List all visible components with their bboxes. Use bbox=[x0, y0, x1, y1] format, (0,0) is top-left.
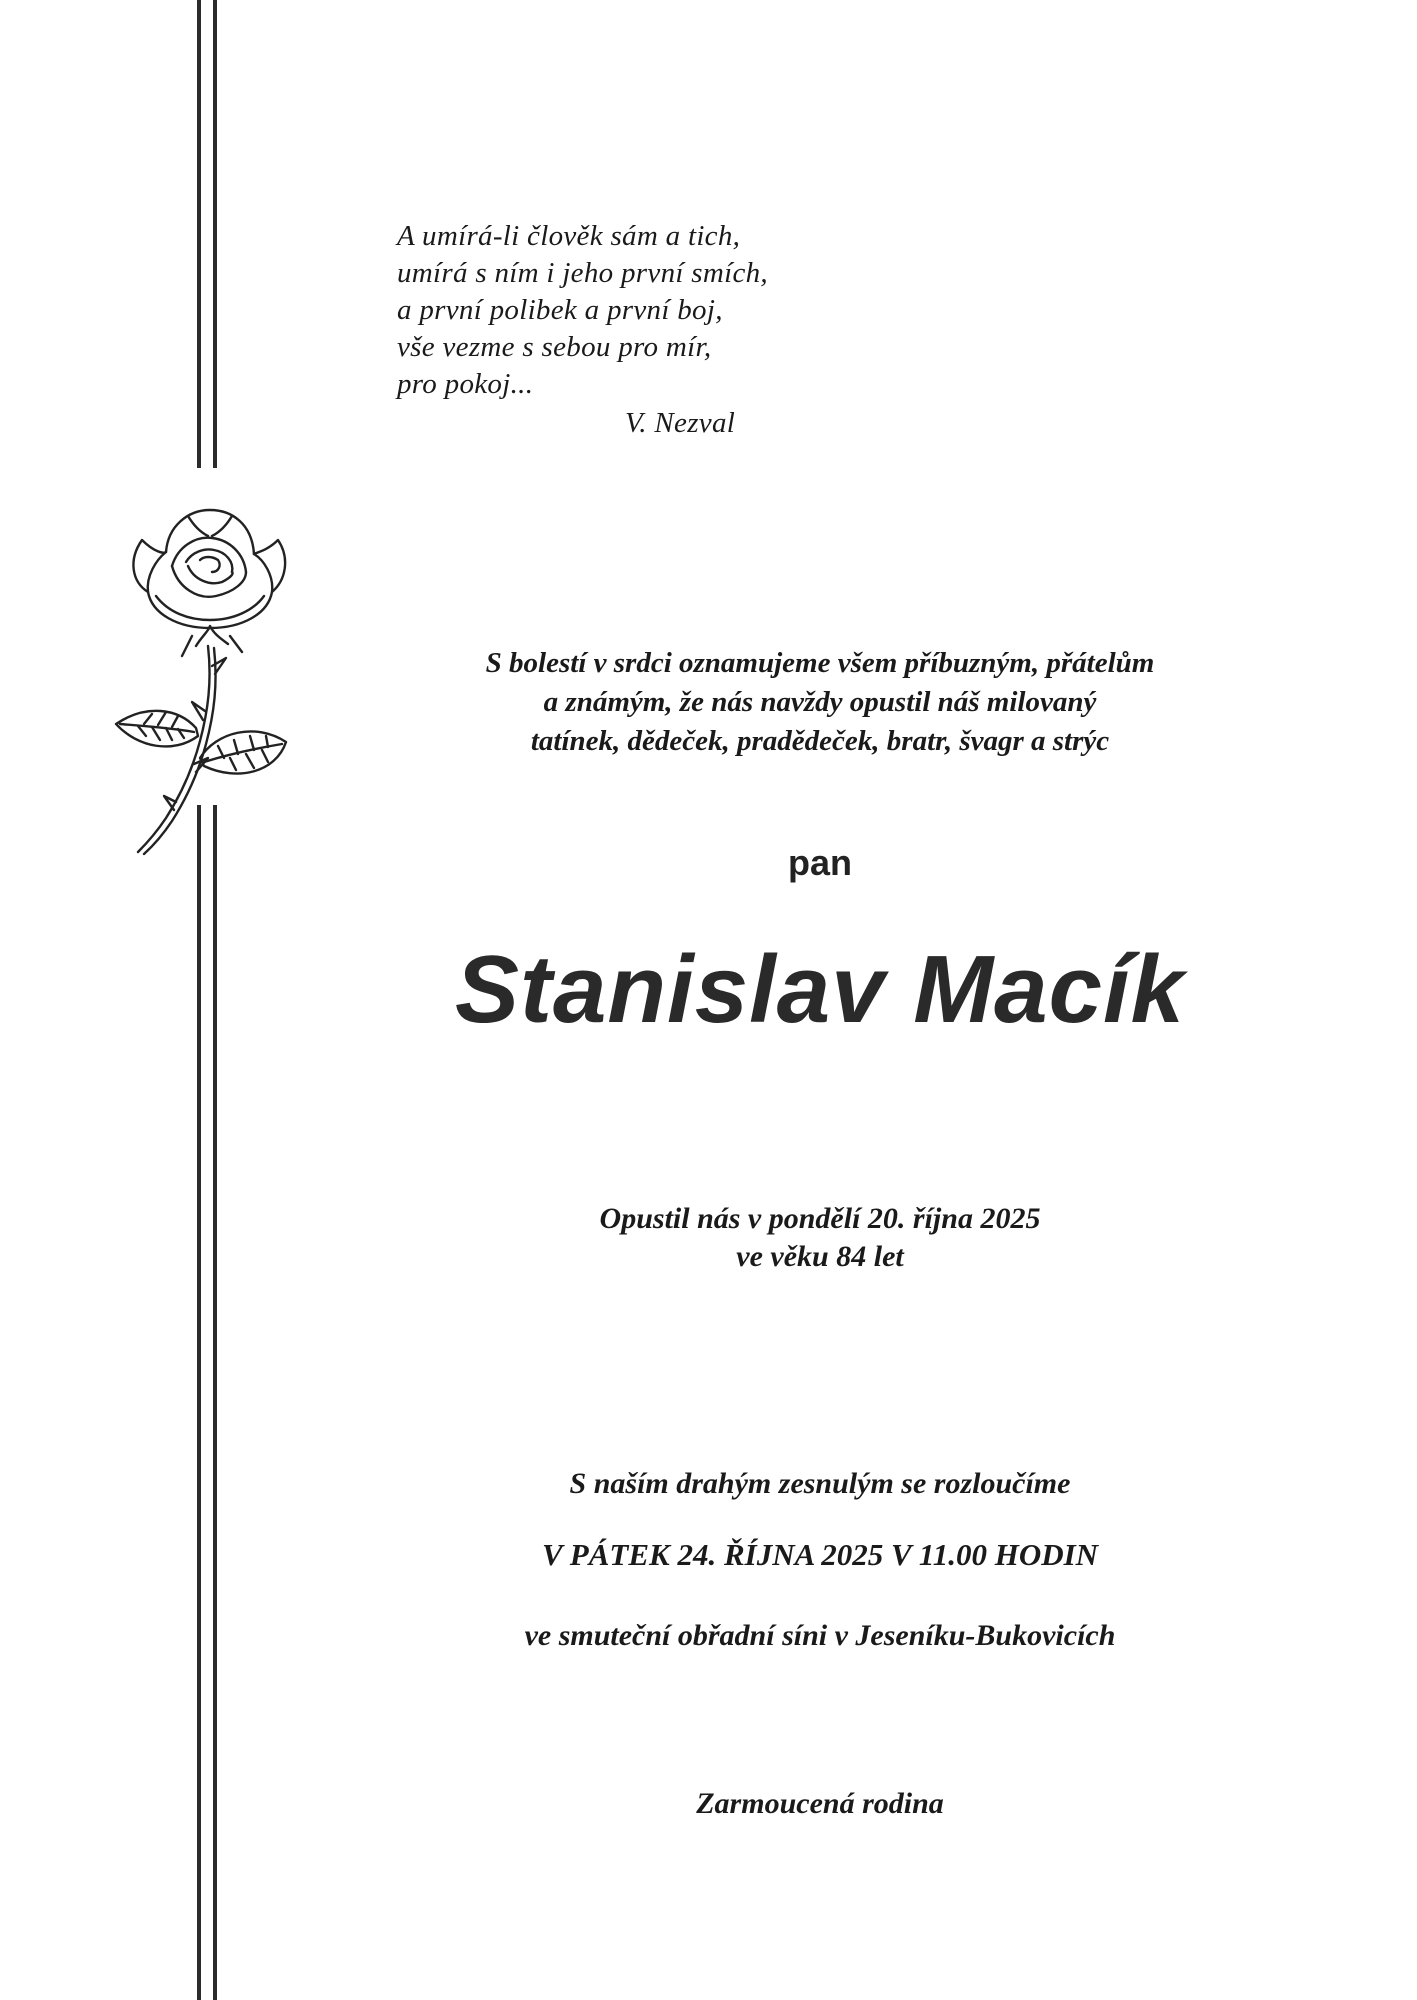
rose-icon bbox=[108, 496, 308, 858]
death-date: Opustil nás v pondělí 20. října 2025 bbox=[599, 1202, 1041, 1235]
deceased-title: pan bbox=[787, 842, 852, 883]
poem-author: V. Nezval bbox=[625, 407, 736, 439]
border-line-left-bottom bbox=[197, 805, 201, 2000]
border-line-right-bottom bbox=[213, 805, 217, 2000]
announcement bbox=[300, 644, 1340, 761]
funeral-datetime: V PÁTEK 24. ŘÍJNA 2025 V 11.00 HODIN bbox=[541, 1537, 1099, 1572]
announcement-line: S bolestí v srdci oznamujeme všem příbuzným, přátelům bbox=[485, 647, 1155, 679]
poem-line: umírá s ním i jeho první smích, bbox=[397, 257, 768, 289]
poem bbox=[397, 218, 957, 442]
poem-line: vše vezme s sebou pro mír, bbox=[397, 331, 712, 363]
signature: Zarmoucená rodina bbox=[696, 1787, 944, 1820]
death-info bbox=[300, 1200, 1340, 1276]
border-line-left-top bbox=[197, 0, 201, 468]
announcement-line: a známým, že nás navždy opustil náš milovaný bbox=[543, 686, 1097, 718]
announcement-line: tatínek, dědeček, pradědeček, bratr, švagr a strýc bbox=[530, 725, 1110, 757]
funeral-venue: ve smuteční obřadní síni v Jeseníku-Bukovicích bbox=[524, 1619, 1116, 1652]
funeral-intro: S naším drahým zesnulým se rozloučíme bbox=[569, 1467, 1071, 1500]
border-line-right-top bbox=[213, 0, 217, 468]
poem-line: pro pokoj... bbox=[397, 368, 534, 400]
poem-line: A umírá-li člověk sám a tich, bbox=[397, 220, 741, 252]
death-age: ve věku 84 let bbox=[736, 1240, 904, 1273]
deceased-name: Stanislav Macík bbox=[454, 936, 1186, 1043]
poem-line: a první polibek a první boj, bbox=[397, 294, 723, 326]
